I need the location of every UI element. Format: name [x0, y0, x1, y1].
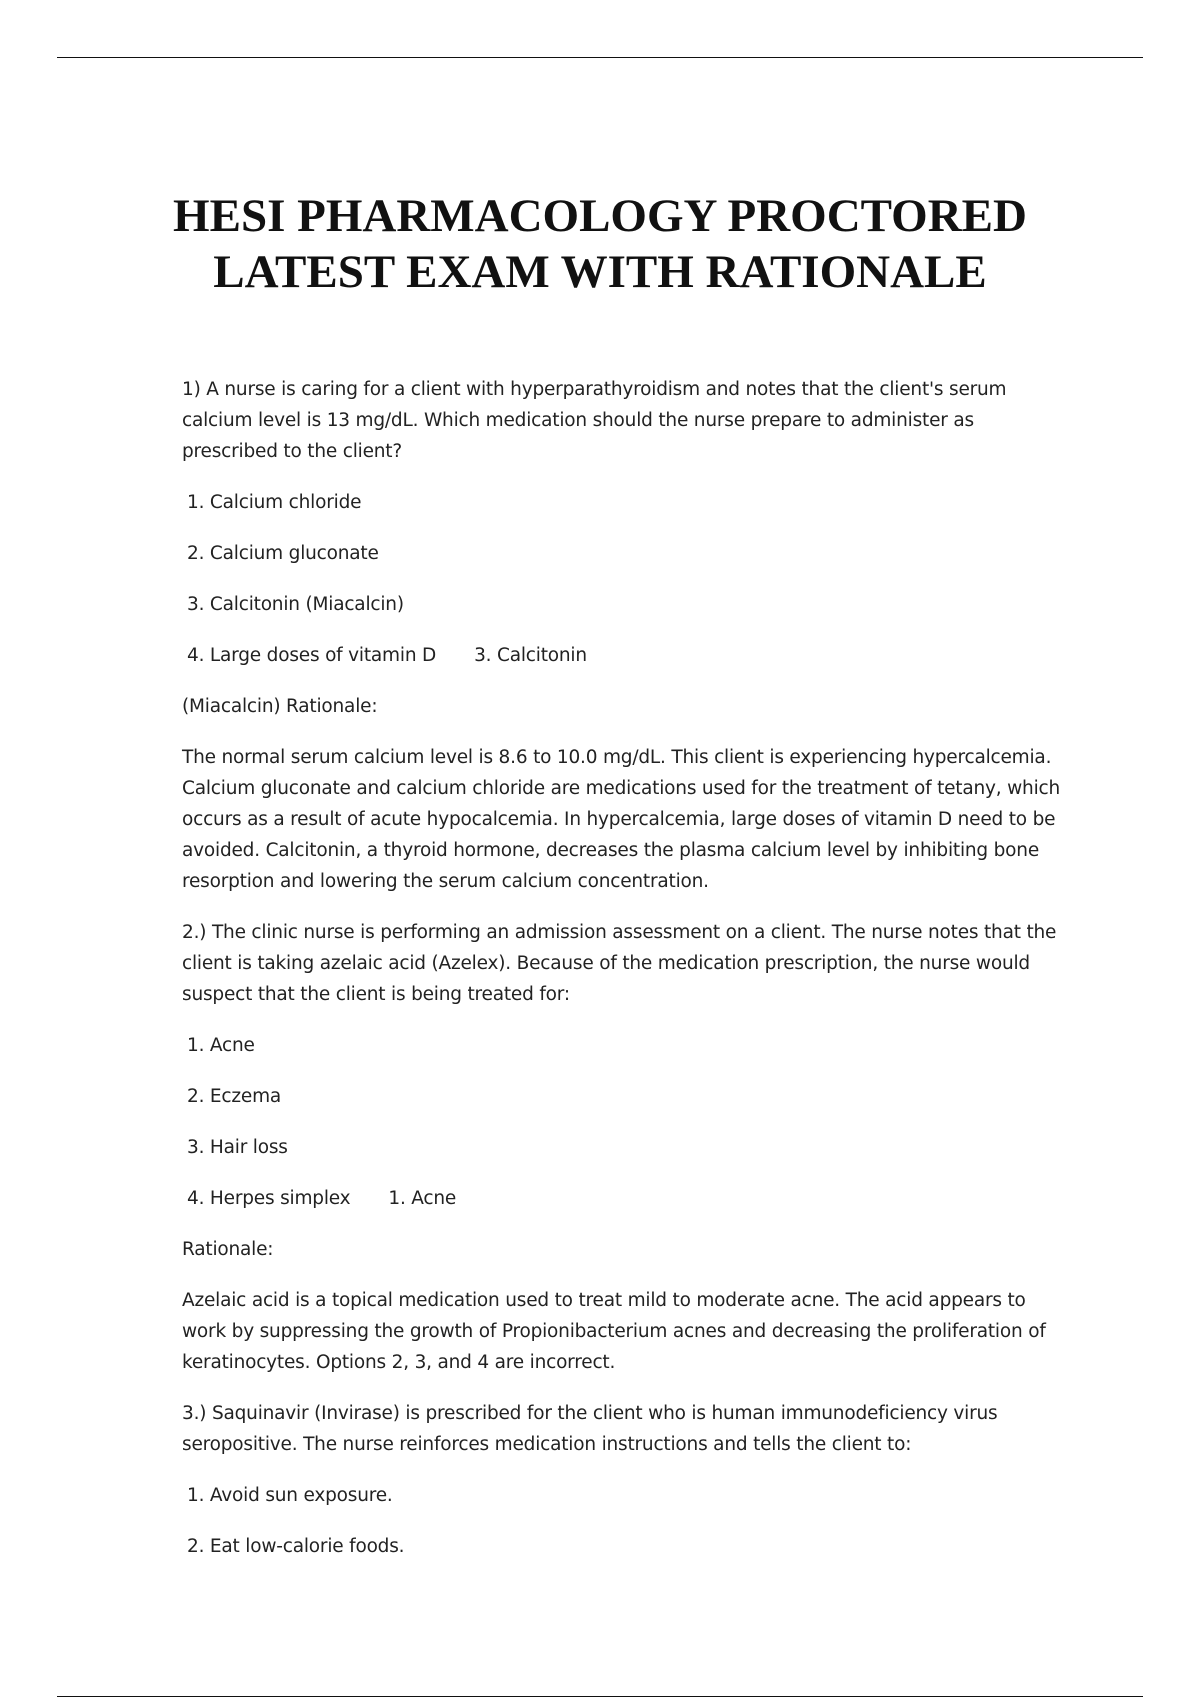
question-1-rationale: The normal serum calcium level is 8.6 to 10.0 mg/dL. This client is experiencing hypercalcemia. Calcium gluconate and calcium chloride are medications used for the treatment of tetany, which occurs as a result of acute hypocalcemia. In hypercalcemia, large doses of vitamin D need to be avoided. Calcitonin, a thyroid hormone, decreases the plasma calcium level by inhibiting bone resorption and lowering the serum calcium concentration. [182, 747, 1061, 892]
question-3-stem: 3.) Saquinavir (Invirase) is prescribed for the client who is human immunodeficiency virus seropositive. The nurse reinforces medication instructions and tells the client to: [182, 1403, 998, 1455]
question-2-option-4-row [182, 1183, 1062, 1214]
question-2 [182, 917, 1062, 1378]
question-1-option-4: 4. Large doses of vitamin D [187, 645, 437, 666]
question-1-option-2: 2. Calcium gluconate [187, 543, 379, 564]
document-title [0, 188, 1200, 300]
question-2-option-2: 2. Eczema [187, 1086, 282, 1107]
title-line-2: LATEST EXAM WITH RATIONALE [213, 246, 987, 298]
question-3-option-2: 2. Eat low-calorie foods. [187, 1536, 405, 1557]
question-2-option-4: 4. Herpes simplex [187, 1188, 351, 1209]
question-1-rationale-label: (Miacalcin) Rationale: [182, 696, 378, 717]
question-1-option-3: 3. Calcitonin (Miacalcin) [187, 594, 404, 615]
question-2-rationale-label: Rationale: [182, 1239, 274, 1260]
question-1-stem: 1) A nurse is caring for a client with hyperparathyroidism and notes that the client's serum calcium level is 13 mg/dL. Which medication should the nurse prepare to administer as prescribed to the client? [182, 379, 1007, 462]
question-3 [182, 1398, 1062, 1562]
question-1-option-4-row [182, 640, 1062, 671]
question-2-answer: 1. Acne [388, 1188, 457, 1209]
bottom-rule [57, 1696, 1143, 1697]
top-rule [57, 57, 1143, 58]
question-2-option-1: 1. Acne [187, 1035, 255, 1056]
question-1-option-1: 1. Calcium chloride [187, 492, 362, 513]
question-1-answer: 3. Calcitonin [474, 645, 587, 666]
question-3-option-1: 1. Avoid sun exposure. [187, 1485, 393, 1506]
question-2-stem: 2.) The clinic nurse is performing an admission assessment on a client. The nurse notes that the client is taking azelaic acid (Azelex). Because of the medication prescription, the nurse would suspect that the client is being treated for: [182, 922, 1057, 1005]
question-1 [182, 374, 1062, 897]
question-2-rationale: Azelaic acid is a topical medication used to treat mild to moderate acne. The acid appears to work by suppressing the growth of Propionibacterium acnes and decreasing the proliferation of keratinocytes. Options 2, 3, and 4 are incorrect. [182, 1290, 1046, 1373]
document-body [182, 374, 1062, 1582]
title-line-1: HESI PHARMACOLOGY PROCTORED [173, 190, 1027, 242]
question-2-option-3: 3. Hair loss [187, 1137, 288, 1158]
